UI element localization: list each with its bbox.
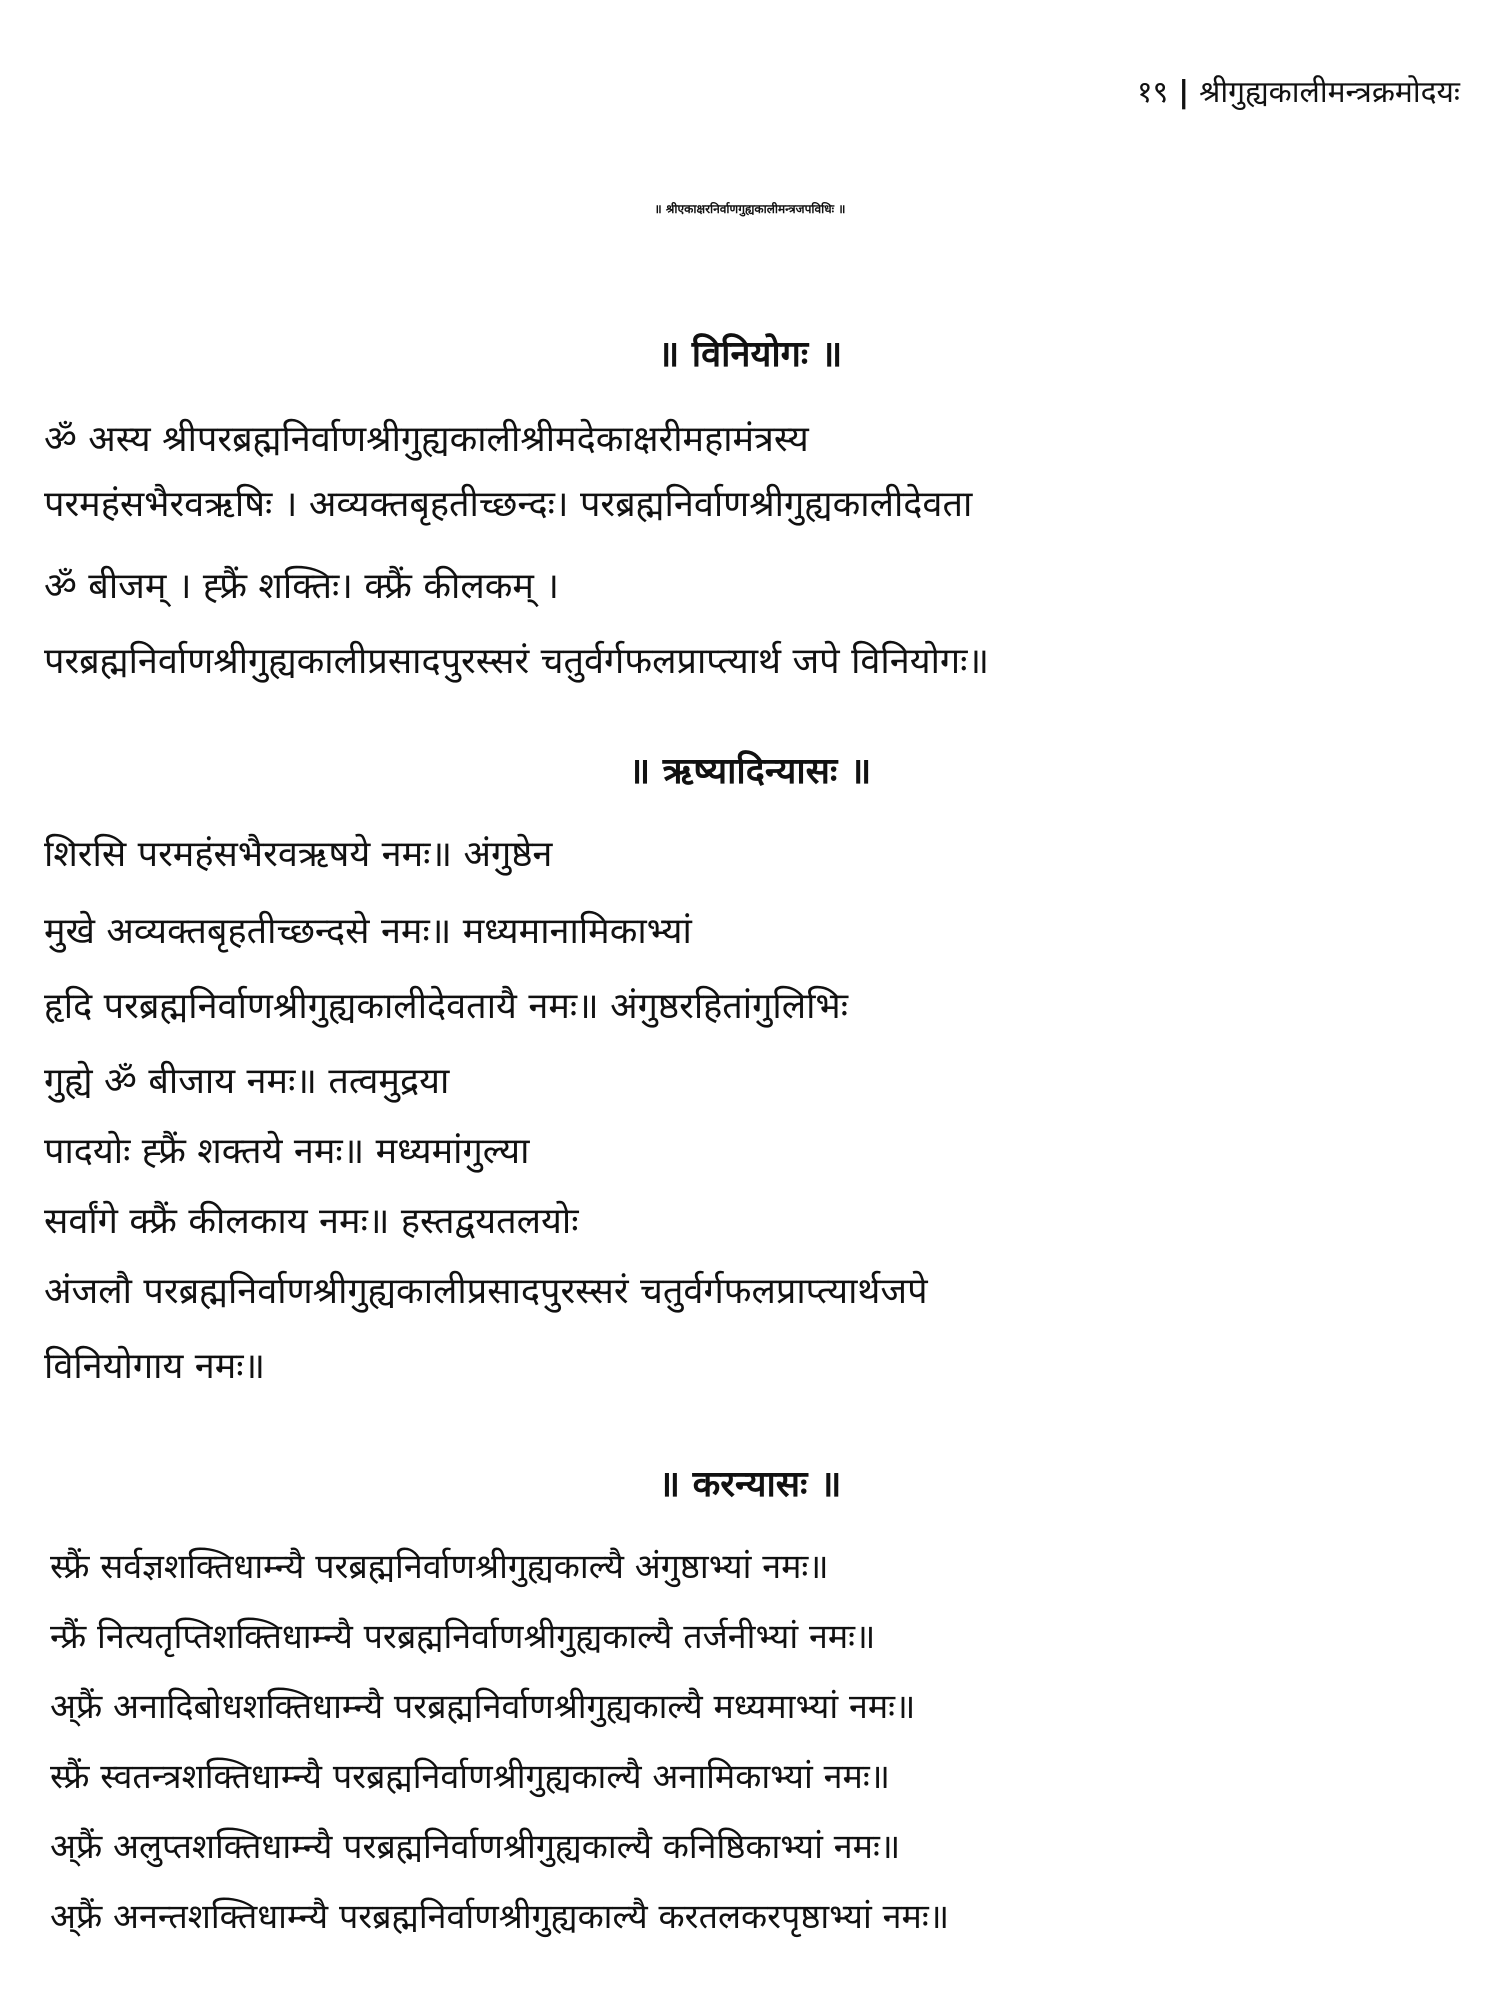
karanyasa-line: स्फ्रैं स्वतन्त्रशक्तिधाम्न्यै परब्रह्मनिर्वाणश्रीगुह्यकाल्यै अनामिकाभ्यां नमः॥ (50, 1757, 891, 1797)
page-title: ॥ श्रीएकाक्षरनिर्वाणगुह्यकालीमन्त्रजपविधिः ॥ (654, 202, 846, 216)
rishyadinyasa-line: गुह्ये ॐ बीजाय नमः॥ तत्वमुद्रया (44, 1061, 450, 1102)
rishyadinyasa-heading: ॥ ऋष्यादिन्यासः ॥ (628, 751, 872, 792)
karanyasa-line: अ्फ्रैं अलुप्तशक्तिधाम्न्यै परब्रह्मनिर्वाणश्रीगुह्यकाल्यै कनिष्ठिकाभ्यां नमः॥ (50, 1827, 901, 1867)
viniyoga-line: परब्रह्मनिर्वाणश्रीगुह्यकालीप्रसादपुरस्सरं चतुर्वर्गफलप्राप्त्यार्थ जपे विनियोगः॥ (44, 641, 990, 682)
viniyoga-line: ॐ बीजम् । ह्फ्रैं शक्तिः। क्फ्रैं कीलकम् । (44, 566, 560, 607)
running-header (1137, 70, 1460, 111)
rishyadinyasa-line: मुखे अव्यक्तबृहतीच्छन्दसे नमः॥ मध्यमानामिकाभ्यां (44, 911, 692, 952)
karanyasa-line: स्फ्रैं सर्वज्ञशक्तिधाम्न्यै परब्रह्मनिर्वाणश्रीगुह्यकाल्यै अंगुष्ठाभ्यां नमः॥ (50, 1547, 829, 1587)
rishyadinyasa-line: हृदि परब्रह्मनिर्वाणश्रीगुह्यकालीदेवतायै नमः॥ अंगुष्ठरहितांगुलिभिः (44, 986, 849, 1027)
rishyadinyasa-line: सर्वांगे क्फ्रैं कीलकाय नमः॥ हस्तद्वयतलयोः (44, 1201, 579, 1242)
rishyadinyasa-line: अंजलौ परब्रह्मनिर्वाणश्रीगुह्यकालीप्रसादपुरस्सरं चतुर्वर्गफलप्राप्त्यार्थजपे (44, 1271, 928, 1312)
karanyasa-heading: ॥ करन्यासः ॥ (658, 1464, 842, 1505)
karanyasa-line: अ्फ्रैं अनादिबोधशक्तिधाम्न्यै परब्रह्मनिर्वाणश्रीगुह्यकाल्यै मध्यमाभ्यां नमः॥ (50, 1687, 916, 1727)
page-number: १९ (1137, 75, 1169, 110)
book-title: श्रीगुह्यकालीमन्त्रक्रमोदयः (1199, 75, 1460, 110)
rishyadinyasa-line: विनियोगाय नमः॥ (44, 1346, 266, 1387)
viniyoga-line: परमहंसभैरवऋषिः । अव्यक्तबृहतीच्छन्दः। परब्रह्मनिर्वाणश्रीगुह्यकालीदेवता (44, 484, 973, 525)
rishyadinyasa-line: पादयोः ह्फ्रैं शक्तये नमः॥ मध्यमांगुल्या (44, 1131, 530, 1172)
rishyadinyasa-line: शिरसि परमहंसभैरवऋषये नमः॥ अंगुष्ठेन (44, 834, 553, 875)
karanyasa-line: न्फ्रैं नित्यतृप्तिशक्तिधाम्न्यै परब्रह्मनिर्वाणश्रीगुह्यकाल्यै तर्जनीभ्यां नमः॥ (50, 1617, 876, 1657)
viniyoga-line: ॐ अस्य श्रीपरब्रह्मनिर्वाणश्रीगुह्यकालीश्रीमदेकाक्षरीमहामंत्रस्य (44, 419, 809, 460)
header-separator: | (1178, 75, 1190, 110)
karanyasa-line: अ्फ्रैं अनन्तशक्तिधाम्न्यै परब्रह्मनिर्वाणश्रीगुह्यकाल्यै करतलकरपृष्ठाभ्यां नमः॥ (50, 1897, 950, 1937)
viniyoga-heading: ॥ विनियोगः ॥ (657, 334, 843, 375)
